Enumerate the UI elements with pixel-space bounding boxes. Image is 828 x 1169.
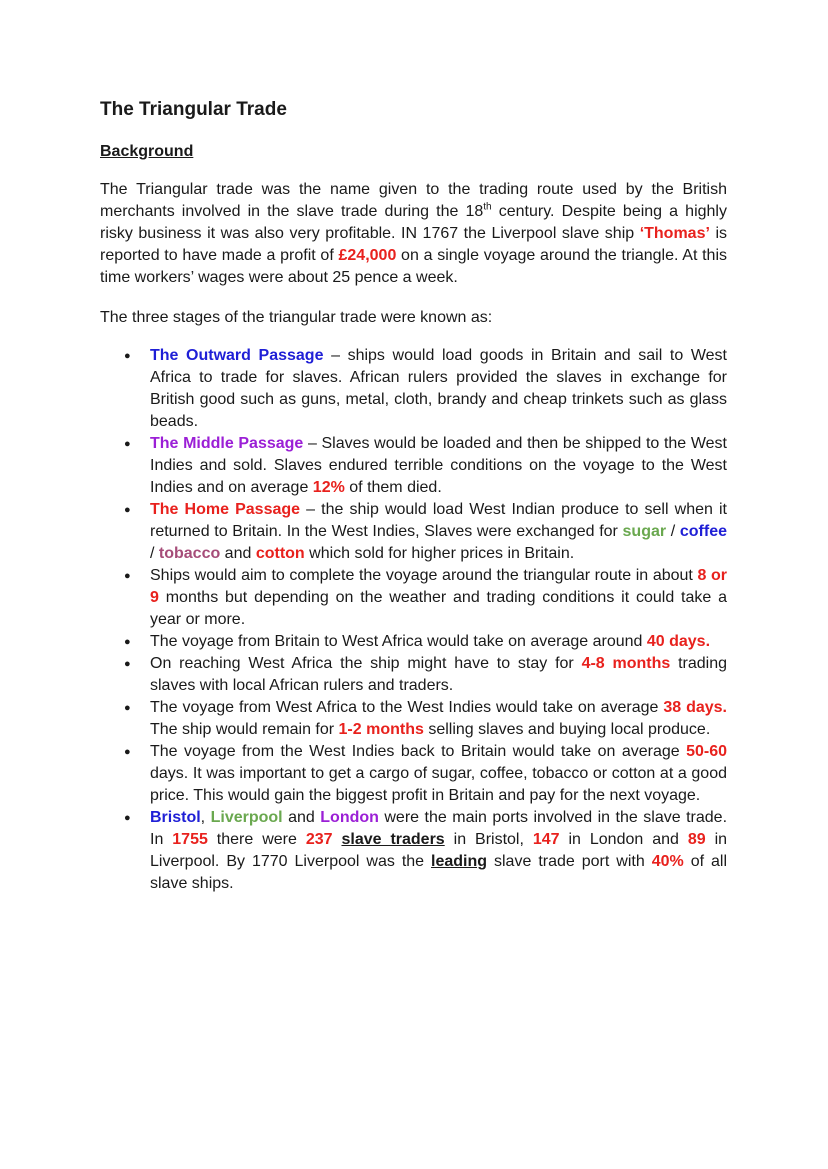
ordinal-suffix: th <box>483 201 492 213</box>
bullet-text: in Liverpool. By 1770 Liverpool was the <box>150 831 728 870</box>
bullet-text: there were <box>207 831 306 848</box>
outward-passage-label: The Outward Passage <box>150 347 324 364</box>
bullet-text: selling slaves and buying local produce. <box>423 721 711 738</box>
bullet-text: in London and <box>559 831 688 848</box>
separator: , <box>200 809 211 826</box>
bullet-text: The ship would remain for <box>150 721 339 738</box>
liverpool-count: 89 <box>687 831 706 848</box>
list-item <box>150 653 727 697</box>
leading-term: leading <box>431 853 488 870</box>
year-1755: 1755 <box>172 831 208 848</box>
intro-paragraph <box>100 179 727 289</box>
bullet-text: On reaching West Africa the ship might have to stay for <box>150 655 582 672</box>
bullet-text: of all slave ships. <box>150 853 728 892</box>
liverpool-share: 40% <box>651 853 684 870</box>
bullet-text: which sold for higher prices in Britain. <box>304 545 575 562</box>
death-rate: 12% <box>312 479 345 496</box>
conjunction: and <box>220 545 256 562</box>
bullet-text: – the ship would load West Indian produce to sell when it returned to Britain. In the West Indies, Slaves were exchanged for <box>150 501 727 540</box>
bullet-text: – Slaves would be loaded and then be shipped to the West Indies and sold. Slaves endured terrible conditions on the voyage to the West Indies and on average <box>150 435 727 496</box>
middle-days: 38 days. <box>663 699 728 716</box>
list-item <box>150 807 727 895</box>
ship-name: ‘Thomas’ <box>639 225 710 242</box>
tobacco-term: tobacco <box>158 545 221 562</box>
list-item <box>150 697 727 741</box>
bullet-text: in Bristol, <box>444 831 533 848</box>
intro-text-4: on a single voyage around the triangle. At this time workers’ wages were about 25 pence a week. <box>100 247 728 286</box>
page-title: The Triangular Trade <box>100 99 287 120</box>
bullet-text: of them died. <box>344 479 442 496</box>
port-london: London <box>320 809 379 826</box>
indies-stay-months: 1-2 months <box>338 721 424 738</box>
coffee-term: coffee <box>679 523 727 540</box>
list-item <box>150 631 727 653</box>
home-passage-label: The Home Passage <box>150 501 301 518</box>
voyage-months: 8 or 9 <box>150 567 728 606</box>
bullet-text: months but depending on the weather and trading conditions it could take a year or more. <box>150 589 727 628</box>
bullet-text: The voyage from Britain to West Africa would take on average around <box>150 633 647 650</box>
africa-stay-months: 4-8 months <box>581 655 671 672</box>
list-item <box>150 433 727 499</box>
stages-intro: The three stages of the triangular trade were known as: <box>100 309 493 326</box>
list-item <box>150 345 727 433</box>
bullet-text: slave trade port with <box>487 853 652 870</box>
cotton-term: cotton <box>255 545 305 562</box>
conjunction: and <box>282 809 321 826</box>
list-item <box>150 741 727 807</box>
stages-list <box>150 345 727 895</box>
section-heading: Background <box>100 143 194 160</box>
intro-text-2: century. Despite being a highly risky business it was also very profitable. IN 1767 the Liverpool slave ship <box>100 203 727 242</box>
list-item <box>150 499 727 565</box>
list-item <box>150 565 727 631</box>
middle-passage-label: The Middle Passage <box>150 435 304 452</box>
separator: / <box>150 545 159 562</box>
bullet-text: days. It was important to get a cargo of sugar, coffee, tobacco or cotton at a good price. This would gain the biggest profit in Britain and pay for the next voyage. <box>150 765 727 804</box>
intro-text-3: is reported to have made a profit of <box>100 225 728 264</box>
bullet-text: The voyage from West Africa to the West Indies would take on average <box>150 699 664 716</box>
london-count: 147 <box>532 831 560 848</box>
port-liverpool: Liverpool <box>210 809 283 826</box>
home-days: 50-60 <box>686 743 727 760</box>
profit-amount: £24,000 <box>338 247 397 264</box>
bristol-count: 237 <box>305 831 333 848</box>
bullet-text: The voyage from the West Indies back to Britain would take on average <box>150 743 687 760</box>
intro-text-1: The Triangular trade was the name given to the trading route used by the British merchants involved in the slave trade during the 18 <box>100 181 727 220</box>
bullet-text: were the main ports involved in the slave trade. In <box>150 809 728 848</box>
port-bristol: Bristol <box>150 809 201 826</box>
bullet-text: Ships would aim to complete the voyage around the triangular route in about <box>150 567 698 584</box>
sugar-term: sugar <box>622 523 667 540</box>
bullet-text: – ships would load goods in Britain and sail to West Africa to trade for slaves. African rulers provided the slaves in exchange for British good such as guns, metal, cloth, brandy and cheap trinkets such as glass beads. <box>150 347 727 430</box>
bullet-text: trading slaves with local African rulers and traders. <box>150 655 728 694</box>
separator: / <box>666 523 680 540</box>
outward-days: 40 days. <box>646 633 711 650</box>
slave-traders-term: slave traders <box>341 831 445 848</box>
